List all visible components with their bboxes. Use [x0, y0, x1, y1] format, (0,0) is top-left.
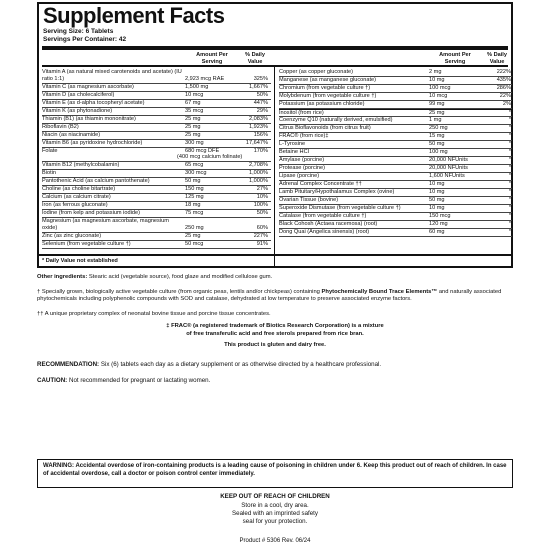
- nutrient-row: [42, 108, 271, 116]
- nutrient-daily-value: *: [508, 181, 511, 187]
- nutrient-row: [42, 162, 271, 170]
- nutrient-daily-value: 447%: [253, 99, 268, 106]
- nutrient-daily-value: 60%: [256, 224, 268, 231]
- nutrient-row: [42, 186, 271, 194]
- nutrient-amount: 300 mcg: [185, 170, 207, 176]
- keep-out-heading: KEEP OUT OF REACH OF CHILDREN: [220, 493, 330, 500]
- nutrient-row: [279, 133, 512, 141]
- nutrient-name: Ovarian Tissue (bovine): [279, 197, 339, 203]
- nutrient-amount: 1,600 NFUnits: [429, 173, 465, 179]
- nutrient-name: Vitamin B6 (as pyridoxine hydrochloride): [42, 139, 143, 146]
- nutrient-daily-value: 27%: [256, 186, 268, 192]
- nutrient-row: [279, 101, 512, 109]
- nutrient-row: [42, 148, 271, 163]
- nutrient-amount: 35 mcg: [185, 107, 204, 114]
- nutrient-name: Vitamin B12 (methylcobalamin): [42, 162, 120, 168]
- nutrient-daily-value: 156%: [253, 131, 268, 138]
- nutrient-amount: 10 mg: [429, 181, 445, 187]
- nutrient-amount: 10 mg: [429, 77, 445, 83]
- nutrient-amount: 20,000 NFUnits: [429, 165, 468, 171]
- nutrient-row: [279, 173, 512, 181]
- nutrient-daily-value: 29%: [256, 107, 268, 114]
- nutrient-daily-value: 1,667%: [249, 83, 268, 90]
- warning-box: WARNING: Accidental overdose of iron-containing products is a leading cause of poisoning in children under 6. Keep this product out of reach of children. In case of accidental overdose, call a doctor or poison control center immediately.: [37, 459, 513, 488]
- nutrient-row: [279, 181, 512, 189]
- nutrient-row: [42, 202, 271, 210]
- other-ingredients: [37, 274, 513, 281]
- nutrient-row: [279, 125, 512, 133]
- nutrient-name: Citrus Bioflavonoids (from citrus fruit): [279, 125, 371, 131]
- nutrient-name: Magnesium (as magnesium ascorbate, magnesium oxide): [42, 218, 169, 231]
- nutrient-name: FRAC® (from rice)‡: [279, 133, 329, 139]
- nutrient-row: [279, 109, 512, 117]
- nutrient-amount: 50 mg: [429, 197, 445, 203]
- nutrient-name: Zinc (as zinc gluconate): [42, 232, 102, 239]
- nutrient-amount: 100 mg: [429, 149, 448, 155]
- nutrient-row: [279, 117, 512, 125]
- nutrient-daily-value: *: [508, 133, 511, 139]
- nutrient-amount: 300 mg: [185, 139, 204, 146]
- nutrient-daily-value: 50%: [256, 210, 268, 216]
- nutrient-row: [279, 149, 512, 157]
- nutrient-row: [279, 85, 512, 93]
- nutrient-row: [42, 194, 271, 202]
- dv-header-left: % Daily Value: [245, 52, 265, 65]
- nutrient-row: [279, 93, 512, 101]
- nutrient-daily-value: 100%: [253, 202, 268, 208]
- nutrient-amount: 20,000 NFUnits: [429, 157, 468, 163]
- nutrient-amount: 1,500 mg: [185, 83, 209, 90]
- nutrient-column-left: [42, 69, 271, 249]
- nutrient-amount: 25 mg: [185, 123, 201, 130]
- nutrient-daily-value: 2,083%: [249, 115, 268, 122]
- nutrient-daily-value: 222%: [496, 69, 511, 75]
- nutrient-amount: 125 mg: [185, 194, 204, 200]
- recommendation: [37, 361, 513, 368]
- nutrient-daily-value: 91%: [256, 240, 268, 247]
- product-number: Product # 5306 Rev. 06/24: [239, 538, 311, 544]
- nutrient-name: Calcium (as calcium citrate): [42, 194, 111, 200]
- dagger-note-part2: and naturally associated phytochemicals including polyphenolic compounds with SOD and catalase, dehydrated at low temperature to preserve associated enzyme factors.: [37, 289, 502, 303]
- column-divider: [274, 67, 275, 267]
- nutrient-name: Vitamin C (as magnesium ascorbate): [42, 83, 134, 90]
- nutrient-name: Biotin: [42, 170, 56, 176]
- protection-line: seal for your protection.: [242, 518, 308, 525]
- nutrient-name: Selenium (from vegetable culture †): [42, 240, 131, 247]
- nutrient-amount: 25 mg: [185, 115, 201, 122]
- nutrient-amount: 60 mg: [429, 229, 445, 235]
- nutrient-daily-value: *: [508, 221, 511, 227]
- nutrient-daily-value: *: [508, 189, 511, 195]
- nutrient-name: Protease (porcine): [279, 165, 326, 171]
- nutrient-daily-value: *: [508, 165, 511, 171]
- nutrient-name: Vitamin K (as phytonadione): [42, 107, 113, 114]
- nutrient-amount: 50 mg: [429, 141, 445, 147]
- nutrient-daily-value: 2%: [502, 101, 511, 107]
- frac-note-line1: ‡ FRAC® (a registered trademark of Biotics Research Corporation) is a mixture: [166, 323, 384, 329]
- nutrient-row: [279, 197, 512, 205]
- nutrient-row: [279, 213, 512, 221]
- nutrient-amount: 10 mg: [429, 205, 445, 211]
- nutrient-name: Superoxide Dismutase (from vegetable culture †): [279, 205, 401, 211]
- caution-text: Not recommended for pregnant or lactating women.: [68, 377, 211, 384]
- nutrient-name: Betaine HCl: [279, 149, 309, 155]
- nutrient-daily-value: 1,000%: [249, 178, 268, 184]
- dv-header-right: % Daily Value: [487, 52, 507, 65]
- nutrient-daily-value: 1,923%: [249, 123, 268, 130]
- nutrient-row: [42, 170, 271, 178]
- nutrient-amount: 150 mcg: [429, 213, 451, 219]
- nutrient-name: Amylase (porcine): [279, 157, 325, 163]
- nutrient-daily-value: 17,647%: [245, 139, 268, 146]
- dagger-note-bold: Phytochemically Bound Trace Elements™: [321, 289, 438, 295]
- nutrient-daily-value: *: [508, 213, 511, 219]
- nutrient-row: [42, 116, 271, 124]
- caution-label: CAUTION:: [37, 377, 68, 384]
- nutrient-name: Black Cohosh (Actaea racemosa) (root): [279, 221, 378, 227]
- nutrient-name: Coenzyme Q10 (naturally derived, emulsified): [279, 117, 393, 123]
- nutrient-row: [42, 178, 271, 186]
- nutrient-daily-value: *: [508, 197, 511, 203]
- nutrient-amount: 150 mg: [185, 186, 204, 192]
- nutrient-amount-sub: (400 mcg calcium folinate): [177, 154, 243, 160]
- nutrient-row: [279, 229, 512, 237]
- nutrient-daily-value: *: [508, 141, 511, 147]
- nutrient-name: Vitamin D (as cholecalciferol): [42, 91, 115, 98]
- serving-size: Serving Size: 6 Tablets: [43, 28, 114, 35]
- nutrient-daily-value: 2,708%: [249, 162, 268, 168]
- nutrient-row: [42, 241, 271, 249]
- nutrient-amount: 10 mg: [429, 189, 445, 195]
- recommendation-text: Six (6) tablets each day as a dietary supplement or as otherwise directed by a healthcare professional.: [100, 361, 382, 368]
- nutrient-daily-value: *: [508, 173, 511, 179]
- nutrient-daily-value: *: [508, 149, 511, 155]
- nutrient-daily-value: 22%: [499, 93, 511, 99]
- servings-per-container: Servings Per Container: 42: [43, 36, 127, 43]
- nutrient-name: Riboflavin (B2): [42, 123, 79, 130]
- dagger-note: [37, 289, 513, 303]
- nutrient-name: Thiamin (B1) (as thiamin mononitrate): [42, 115, 136, 122]
- nutrient-name: Folate: [42, 147, 58, 154]
- nutrient-amount: 1 mg: [429, 117, 442, 123]
- nutrient-name: Molybdenum (from vegetable culture †): [279, 93, 377, 99]
- nutrient-row: [42, 132, 271, 140]
- nutrient-row: [42, 69, 271, 84]
- nutrient-name: Pantothenic Acid (as calcium pantothenate): [42, 178, 150, 184]
- nutrient-amount: 250 mg: [429, 125, 448, 131]
- nutrient-name: Iron (as ferrous gluconate): [42, 202, 108, 208]
- nutrient-daily-value: 286%: [496, 85, 511, 91]
- nutrient-name: L-Tyrosine: [279, 141, 306, 147]
- nutrient-name: Potassium (as potassium chloride): [279, 101, 365, 107]
- nutrient-daily-value: 50%: [256, 91, 268, 98]
- nutrient-amount: 680 mcg DFE: [185, 147, 220, 154]
- other-ingredients-label: Other ingredients:: [37, 274, 88, 280]
- nutrient-row: [279, 157, 512, 165]
- nutrient-amount: 65 mcg: [185, 162, 204, 168]
- amount-header-left: Amount Per Serving: [196, 52, 228, 65]
- nutrient-amount: 18 mg: [185, 202, 201, 208]
- nutrient-row: [42, 210, 271, 218]
- supplement-facts-panel: [37, 2, 513, 268]
- nutrient-daily-value: *: [508, 205, 511, 211]
- nutrient-amount: 10 mcg: [185, 91, 204, 98]
- nutrient-amount: 25 mg: [185, 131, 201, 138]
- nutrient-columns: [42, 67, 511, 267]
- nutrient-amount: 50 mg: [185, 178, 201, 184]
- sealed-line: Sealed with an imprinted safety: [232, 510, 318, 517]
- nutrient-amount: 25 mg: [185, 232, 201, 239]
- nutrient-row: [42, 124, 271, 132]
- nutrient-daily-value: *: [508, 125, 511, 131]
- nutrient-daily-value: *: [508, 110, 511, 116]
- nutrient-amount: 15 mg: [429, 133, 445, 139]
- other-ingredients-text: Stearic acid (vegetable source), food glaze and modified cellulose gum.: [88, 274, 273, 280]
- nutrient-amount: 75 mcg: [185, 210, 204, 216]
- nutrient-row: [42, 100, 271, 108]
- nutrient-name: Lipase (porcine): [279, 173, 320, 179]
- nutrient-name: Niacin (as niacinamide): [42, 131, 101, 138]
- nutrient-daily-value: 227%: [253, 232, 268, 239]
- nutrient-name: Lamb Pituitary/Hypothalamus Complex (ovine): [279, 189, 395, 195]
- nutrient-name: Choline (as choline bitartrate): [42, 186, 116, 192]
- nutrient-daily-value: 170%: [253, 147, 268, 154]
- nutrient-daily-value: *: [508, 157, 511, 163]
- nutrient-row: [279, 205, 512, 213]
- nutrient-amount: 99 mg: [429, 101, 445, 107]
- nutrient-row: [42, 218, 271, 233]
- frac-note-line2: of free transferulic acid and free sterols prepared from rice bran.: [186, 331, 364, 337]
- column-header: [42, 50, 508, 67]
- nutrient-column-right: [279, 69, 512, 237]
- amount-header-right: Amount Per Serving: [439, 52, 471, 65]
- nutrient-amount: 2 mg: [429, 69, 442, 75]
- daily-value-note: * Daily Value not established: [42, 258, 118, 264]
- nutrient-daily-value: 1,000%: [249, 170, 268, 176]
- nutrient-row: [279, 69, 512, 77]
- dagger-note-part1: † Specially grown, biologically active vegetable culture (from organic peas, lentils and/or chickpeas) containing: [37, 289, 320, 295]
- nutrient-daily-value: *: [508, 229, 511, 235]
- caution: [37, 377, 513, 384]
- nutrient-daily-value: 435%: [496, 77, 511, 83]
- nutrient-amount: 67 mg: [185, 99, 201, 106]
- nutrient-row: [42, 92, 271, 100]
- nutrient-daily-value: *: [508, 117, 511, 123]
- bottom-divider: [39, 254, 511, 256]
- panel-title: Supplement Facts: [43, 3, 225, 28]
- nutrient-name: Catalase (from vegetable culture †): [279, 213, 367, 219]
- nutrient-name: Manganese (as manganese gluconate): [279, 77, 377, 83]
- nutrient-row: [42, 84, 271, 92]
- nutrient-amount: 25 mg: [429, 110, 445, 116]
- nutrient-amount: 120 mg: [429, 221, 448, 227]
- nutrient-daily-value: 10%: [256, 194, 268, 200]
- nutrient-name: Chromium (from vegetable culture †): [279, 85, 371, 91]
- nutrient-amount: 250 mg: [185, 224, 204, 231]
- nutrient-amount: 10 mcg: [429, 93, 448, 99]
- nutrient-row: [42, 233, 271, 241]
- nutrient-row: [42, 140, 271, 148]
- nutrient-daily-value: 325%: [253, 75, 268, 82]
- nutrient-amount: 2,923 mcg RAE: [185, 75, 225, 82]
- nutrient-name: Vitamin E (as d-alpha tocopheryl acetate): [42, 99, 145, 106]
- nutrient-row: [279, 77, 512, 85]
- nutrient-name: Adrenal Complex Concentrate ††: [279, 181, 362, 187]
- nutrient-name: Vitamin A (as natural mixed carotenoids and acetate) (IU ratio 1:1): [42, 69, 182, 82]
- nutrient-name: Iodine (from kelp and potassium iodide): [42, 210, 140, 216]
- nutrient-row: [279, 221, 512, 229]
- gluten-note: This product is gluten and dairy free.: [224, 342, 326, 348]
- nutrient-name: Inositol (from rice): [279, 110, 324, 116]
- nutrient-row: [279, 141, 512, 149]
- nutrient-row: [279, 189, 512, 197]
- storage-line: Store in a cool, dry area.: [241, 502, 309, 509]
- double-dagger-note: †† A unique proprietary complex of neonatal bovine tissue and porcine tissue concentrates.: [37, 311, 271, 317]
- recommendation-label: RECOMMENDATION:: [37, 361, 100, 368]
- nutrient-amount: 100 mcg: [429, 85, 451, 91]
- nutrient-row: [279, 165, 512, 173]
- nutrient-name: Copper (as copper gluconate): [279, 69, 354, 75]
- nutrient-name: Dong Quai (Angelica sinensis) (root): [279, 229, 370, 235]
- nutrient-amount: 50 mcg: [185, 240, 204, 247]
